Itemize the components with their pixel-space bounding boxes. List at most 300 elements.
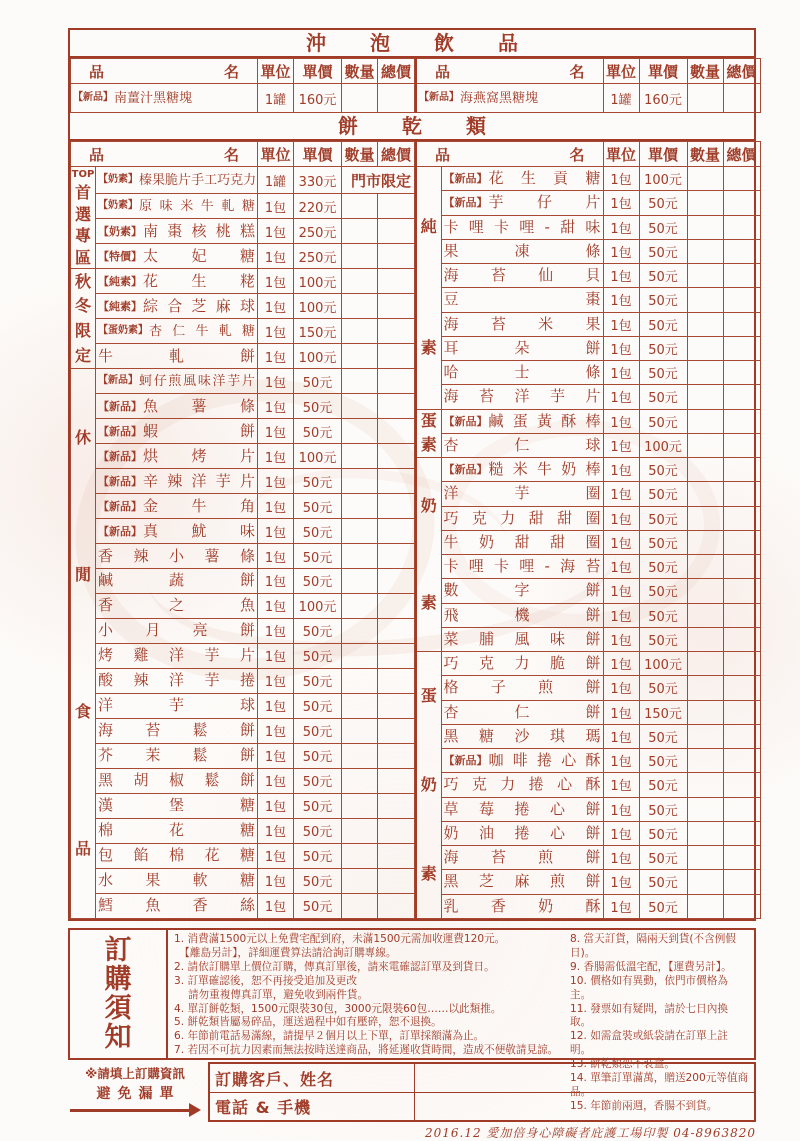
unit-cell: 1包	[603, 894, 639, 919]
price-cell: 160元	[294, 84, 342, 113]
note-line: 5. 餅乾類皆屬易碎品，運送過程中如有壓碎，恕不退換。	[174, 1016, 442, 1029]
qty-input-cell[interactable]	[342, 593, 378, 618]
qty-input-cell[interactable]	[342, 519, 378, 544]
unit-cell: 1包	[603, 530, 639, 554]
price-cell: 50元	[639, 458, 687, 482]
product-row	[71, 219, 415, 244]
qty-input-cell[interactable]	[342, 294, 378, 319]
product-row	[71, 843, 415, 868]
qty-input-cell[interactable]	[687, 894, 723, 919]
qty-input-cell[interactable]	[687, 579, 723, 603]
qty-input-cell[interactable]	[342, 469, 378, 494]
total-input-cell[interactable]	[723, 676, 760, 700]
unit-cell: 1包	[603, 264, 639, 288]
unit-cell: 1包	[603, 312, 639, 336]
price-cell: 160元	[639, 84, 687, 113]
price-cell: 50元	[639, 846, 687, 870]
qty-input-cell[interactable]	[687, 288, 723, 312]
hint-line-1: ※請填上訂購資訊	[85, 1066, 185, 1081]
biscuits-table-left	[70, 141, 415, 919]
total-input-cell[interactable]	[723, 530, 760, 554]
unit-cell: 1包	[258, 643, 294, 668]
total-input-cell[interactable]	[378, 294, 415, 319]
product-row	[71, 668, 415, 693]
total-input-cell[interactable]	[723, 312, 760, 336]
qty-input-cell[interactable]	[342, 843, 378, 868]
product-row	[71, 868, 415, 893]
qty-input-cell[interactable]	[342, 494, 378, 519]
total-input-cell[interactable]	[378, 519, 415, 544]
price-cell: 220元	[294, 194, 342, 219]
product-row	[416, 482, 760, 506]
unit-cell: 1包	[603, 700, 639, 724]
total-input-cell[interactable]	[378, 319, 415, 344]
unit-cell: 1包	[603, 579, 639, 603]
product-row	[416, 846, 760, 870]
qty-input-cell[interactable]	[342, 444, 378, 469]
product-name: 數 字 餅	[441, 579, 603, 603]
qty-input-cell[interactable]	[342, 419, 378, 444]
drinks-table-left	[70, 58, 415, 113]
qty-input-cell[interactable]	[687, 797, 723, 821]
total-input-cell[interactable]	[723, 700, 760, 724]
diet-tag: 【奶素】	[98, 174, 138, 186]
qty-input-cell[interactable]	[342, 369, 378, 394]
total-input-cell[interactable]	[378, 269, 415, 294]
qty-input-cell[interactable]	[687, 167, 723, 191]
product-name: 【新品】 金 牛 角	[96, 494, 258, 519]
total-input-cell[interactable]	[723, 433, 760, 457]
qty-input-cell[interactable]	[342, 84, 378, 113]
qty-input-cell[interactable]	[687, 312, 723, 336]
contact-box	[208, 1062, 756, 1122]
total-input-cell[interactable]	[723, 749, 760, 773]
product-row	[71, 569, 415, 594]
qty-input-cell[interactable]	[687, 433, 723, 457]
unit-cell: 1罐	[258, 84, 294, 113]
product-row	[71, 793, 415, 818]
note-line: 7. 若因不可抗力因素而無法按時送達商品，將延遲收貨時間，造成不便敬請見諒。	[174, 1044, 559, 1057]
qty-input-cell[interactable]	[342, 818, 378, 843]
qty-input-cell[interactable]	[342, 569, 378, 594]
total-input-cell[interactable]	[723, 652, 760, 676]
product-name: 【新品】 南 薑 汁 黑 糖 塊	[71, 84, 258, 113]
total-input-cell[interactable]	[723, 482, 760, 506]
total-input-cell[interactable]	[378, 843, 415, 868]
unit-cell: 1包	[258, 544, 294, 569]
qty-input-cell[interactable]	[687, 482, 723, 506]
total-input-cell[interactable]	[723, 773, 760, 797]
product-name: 海 苔 洋 芋 片	[441, 385, 603, 409]
unit-cell: 1包	[258, 494, 294, 519]
phone-field[interactable]	[415, 1093, 754, 1120]
qty-input-cell[interactable]	[342, 743, 378, 768]
unit-cell: 1包	[258, 244, 294, 269]
unit-cell: 1包	[603, 385, 639, 409]
printer-credit: 2016.12 愛加倍身心障礙者庇護工場印製 04-8963820	[424, 1126, 756, 1140]
total-input-cell[interactable]	[378, 244, 415, 269]
total-input-cell[interactable]	[378, 569, 415, 594]
product-name: 巧 克 力 捲 心 酥	[441, 773, 603, 797]
product-name: 【新品】 咖 啡 捲 心 酥	[441, 749, 603, 773]
qty-input-cell[interactable]	[687, 555, 723, 579]
total-input-cell[interactable]	[378, 84, 415, 113]
qty-input-cell[interactable]	[687, 749, 723, 773]
total-input-cell[interactable]	[378, 743, 415, 768]
product-row	[416, 361, 760, 385]
total-input-cell[interactable]	[378, 194, 415, 219]
qty-input-cell[interactable]	[687, 821, 723, 845]
price-cell: 50元	[639, 676, 687, 700]
column-header: 數量	[687, 59, 723, 84]
total-input-cell[interactable]	[723, 821, 760, 845]
unit-cell: 1包	[603, 846, 639, 870]
product-row	[416, 506, 760, 530]
product-name: 洋 芋 圈	[441, 482, 603, 506]
qty-input-cell[interactable]	[342, 244, 378, 269]
total-input-cell[interactable]	[723, 288, 760, 312]
total-input-cell[interactable]	[378, 793, 415, 818]
qty-input-cell[interactable]	[687, 506, 723, 530]
column-header: 總價	[378, 59, 415, 84]
qty-input-cell[interactable]	[342, 893, 378, 918]
total-input-cell[interactable]	[378, 494, 415, 519]
total-input-cell[interactable]	[378, 419, 415, 444]
note-line: 12. 如需盒裝或紙袋請在訂單上註明。	[570, 1030, 728, 1057]
product-name: 海 苔 煎 餅	[441, 846, 603, 870]
qty-input-cell[interactable]	[687, 215, 723, 239]
total-input-cell[interactable]	[378, 868, 415, 893]
total-input-cell[interactable]	[378, 768, 415, 793]
total-input-cell[interactable]	[723, 239, 760, 263]
total-input-cell[interactable]	[378, 544, 415, 569]
total-input-cell[interactable]	[378, 668, 415, 693]
total-input-cell[interactable]	[723, 264, 760, 288]
price-cell: 50元	[639, 312, 687, 336]
qty-input-cell[interactable]	[687, 724, 723, 748]
total-input-cell[interactable]	[378, 219, 415, 244]
total-input-cell[interactable]	[723, 215, 760, 239]
qty-input-cell[interactable]	[687, 336, 723, 360]
total-input-cell[interactable]	[723, 84, 760, 113]
qty-input-cell[interactable]	[342, 618, 378, 643]
unit-cell: 1包	[258, 219, 294, 244]
product-row	[416, 167, 760, 191]
order-form-table	[68, 28, 756, 921]
total-input-cell[interactable]	[723, 846, 760, 870]
column-header: 數量	[687, 142, 723, 167]
qty-input-cell[interactable]	[342, 544, 378, 569]
total-input-cell[interactable]	[723, 361, 760, 385]
qty-input-cell[interactable]	[687, 603, 723, 627]
product-name: 酸 辣 洋 芋 捲	[96, 668, 258, 693]
total-input-cell[interactable]	[378, 643, 415, 668]
qty-input-cell[interactable]	[687, 385, 723, 409]
product-name: 【新品】 烘 烤 片	[96, 444, 258, 469]
product-row	[416, 870, 760, 894]
qty-input-cell[interactable]	[342, 768, 378, 793]
product-name: 【新品】 蚵 仔 煎 風 味 洋 芋 片	[96, 369, 258, 394]
total-input-cell[interactable]	[723, 603, 760, 627]
qty-input-cell[interactable]	[687, 700, 723, 724]
drinks-table-right	[415, 58, 761, 113]
qty-input-cell[interactable]	[342, 718, 378, 743]
biscuits-section-title: 餅乾類	[70, 113, 754, 141]
store-only-note: 門 市 限 定	[342, 167, 415, 194]
diet-tag: 【新品】	[443, 414, 488, 428]
qty-input-cell[interactable]	[687, 458, 723, 482]
unit-cell: 1包	[258, 444, 294, 469]
price-cell: 50元	[294, 893, 342, 918]
qty-input-cell[interactable]	[687, 239, 723, 263]
unit-cell: 1包	[603, 627, 639, 651]
product-name: 黑 芝 麻 煎 餅	[441, 870, 603, 894]
column-header: 單位	[603, 59, 639, 84]
diet-tag: 【純素】	[98, 299, 142, 313]
column-header-name: 品 名	[416, 142, 603, 167]
note-line: 【離島另計】，詳細運費算法請洽詢訂購專線。	[174, 946, 397, 959]
price-cell: 50元	[639, 336, 687, 360]
unit-cell: 1包	[603, 288, 639, 312]
unit-cell: 1包	[603, 506, 639, 530]
product-name: 巧 克 力 脆 餅	[441, 652, 603, 676]
product-name: 果 凍 條	[441, 239, 603, 263]
price-cell: 50元	[639, 749, 687, 773]
product-row	[71, 469, 415, 494]
qty-input-cell[interactable]	[687, 84, 723, 113]
qty-input-cell[interactable]	[342, 693, 378, 718]
total-input-cell[interactable]	[723, 336, 760, 360]
qty-input-cell[interactable]	[342, 868, 378, 893]
total-input-cell[interactable]	[378, 344, 415, 369]
diet-tag: 【新品】	[443, 172, 488, 186]
total-input-cell[interactable]	[723, 797, 760, 821]
unit-cell: 1包	[603, 749, 639, 773]
product-name: 杏 仁 餅	[441, 700, 603, 724]
qty-input-cell[interactable]	[342, 643, 378, 668]
category-label: 奶 素	[416, 458, 441, 652]
customer-name-row	[210, 1064, 754, 1092]
total-input-cell[interactable]	[723, 458, 760, 482]
total-input-cell[interactable]	[378, 618, 415, 643]
product-row	[71, 419, 415, 444]
product-row	[71, 768, 415, 793]
product-name: 哈 士 條	[441, 361, 603, 385]
qty-input-cell[interactable]	[342, 219, 378, 244]
total-input-cell[interactable]	[723, 870, 760, 894]
note-line: 2. 請依訂購單上價位訂購，傳真訂單後，請來電確認訂單及到貨日。	[174, 960, 495, 973]
product-row	[71, 718, 415, 743]
diet-tag: 【純素】	[98, 274, 142, 288]
total-input-cell[interactable]	[378, 444, 415, 469]
unit-cell: 1包	[603, 361, 639, 385]
price-cell: 50元	[294, 643, 342, 668]
unit-cell: 1包	[603, 239, 639, 263]
product-name: 奶 油 捲 心 餅	[441, 821, 603, 845]
qty-input-cell[interactable]	[687, 627, 723, 651]
diet-tag: 【新品】	[443, 196, 488, 210]
product-row	[71, 544, 415, 569]
total-input-cell[interactable]	[723, 555, 760, 579]
product-row	[71, 394, 415, 419]
unit-cell: 1包	[603, 458, 639, 482]
price-cell: 100元	[639, 652, 687, 676]
biscuits-section	[70, 141, 757, 919]
total-input-cell[interactable]	[723, 167, 760, 191]
price-cell: 100元	[294, 344, 342, 369]
product-row	[416, 579, 760, 603]
qty-input-cell[interactable]	[342, 194, 378, 219]
customer-name-field[interactable]	[415, 1064, 754, 1092]
unit-cell: 1包	[603, 433, 639, 457]
unit-cell: 1包	[603, 167, 639, 191]
phone-row	[210, 1092, 754, 1120]
product-row	[71, 269, 415, 294]
total-input-cell[interactable]	[378, 593, 415, 618]
price-cell: 50元	[294, 718, 342, 743]
qty-input-cell[interactable]	[687, 676, 723, 700]
total-input-cell[interactable]	[723, 627, 760, 651]
total-input-cell[interactable]	[723, 894, 760, 919]
order-notes-title	[70, 930, 168, 1058]
product-row	[416, 530, 760, 554]
product-name: 海 苔 鬆 餅	[96, 718, 258, 743]
qty-input-cell[interactable]	[342, 668, 378, 693]
price-cell: 50元	[639, 773, 687, 797]
column-header: 數量	[342, 59, 378, 84]
price-cell: 100元	[639, 167, 687, 191]
total-input-cell[interactable]	[723, 409, 760, 433]
unit-cell: 1包	[603, 482, 639, 506]
unit-cell: 1包	[258, 718, 294, 743]
column-header: 總價	[723, 142, 760, 167]
product-row	[416, 724, 760, 748]
qty-input-cell[interactable]	[687, 773, 723, 797]
product-name: 巧 克 力 甜 甜 圈	[441, 506, 603, 530]
notes-column-1	[174, 933, 570, 1058]
qty-input-cell[interactable]	[342, 793, 378, 818]
price-cell: 150元	[294, 319, 342, 344]
product-name: 海 苔 仙 貝	[441, 264, 603, 288]
price-cell: 330元	[294, 167, 342, 194]
price-cell: 50元	[294, 868, 342, 893]
unit-cell: 1包	[603, 821, 639, 845]
unit-cell: 1包	[258, 743, 294, 768]
product-row	[416, 797, 760, 821]
price-cell: 50元	[639, 191, 687, 215]
unit-cell: 1罐	[258, 167, 294, 194]
qty-input-cell[interactable]	[687, 264, 723, 288]
phone-label: 電話 & 手機	[210, 1093, 415, 1120]
price-cell: 50元	[294, 818, 342, 843]
note-line: 9. 香腸需低溫宅配，【運費另計】。	[570, 960, 732, 973]
qty-input-cell[interactable]	[687, 191, 723, 215]
unit-cell: 1包	[258, 868, 294, 893]
qty-input-cell[interactable]	[687, 361, 723, 385]
unit-cell: 1包	[258, 394, 294, 419]
price-cell: 50元	[294, 494, 342, 519]
product-name: 香 之 魚	[96, 593, 258, 618]
drinks-section	[70, 58, 757, 113]
qty-input-cell[interactable]	[687, 652, 723, 676]
qty-input-cell[interactable]	[342, 394, 378, 419]
price-cell: 100元	[294, 444, 342, 469]
product-name: 【新品】 芋 仔 片	[441, 191, 603, 215]
total-input-cell[interactable]	[378, 369, 415, 394]
price-cell: 50元	[639, 409, 687, 433]
product-row	[71, 893, 415, 918]
product-name: 【新品】 辛 辣 洋 芋 片	[96, 469, 258, 494]
total-input-cell[interactable]	[723, 724, 760, 748]
product-name: 牛 軋 餅	[96, 344, 258, 369]
product-name: 鱈 魚 香 絲	[96, 893, 258, 918]
price-cell: 100元	[639, 433, 687, 457]
price-cell: 50元	[639, 627, 687, 651]
product-row	[71, 167, 415, 194]
price-cell: 250元	[294, 244, 342, 269]
unit-cell: 1包	[258, 469, 294, 494]
product-row	[416, 773, 760, 797]
product-name: 包 餡 棉 花 糖	[96, 843, 258, 868]
total-input-cell[interactable]	[378, 693, 415, 718]
note-line: 請勿重複傳真訂單，避免收到兩件貨。	[174, 988, 369, 1001]
fill-order-info-hint	[68, 1062, 208, 1112]
total-input-cell[interactable]	[723, 579, 760, 603]
note-line: 6. 年節前電話易滿線，請提早２個月以上下單，訂單採額滿為止。	[174, 1030, 485, 1043]
unit-cell: 1包	[258, 693, 294, 718]
product-name: 飛 機 餅	[441, 603, 603, 627]
price-cell: 100元	[294, 593, 342, 618]
total-input-cell[interactable]	[723, 506, 760, 530]
total-input-cell[interactable]	[378, 394, 415, 419]
product-name: 格 子 煎 餅	[441, 676, 603, 700]
price-cell: 50元	[639, 555, 687, 579]
price-cell: 50元	[294, 768, 342, 793]
qty-input-cell[interactable]	[342, 269, 378, 294]
note-line: 13. 餅乾類恕不裝盒。	[570, 1058, 675, 1071]
qty-input-cell[interactable]	[687, 846, 723, 870]
total-input-cell[interactable]	[723, 385, 760, 409]
qty-input-cell[interactable]	[342, 319, 378, 344]
diet-tag: 【新品】	[98, 449, 142, 463]
price-cell: 50元	[639, 894, 687, 919]
product-name: 卡 哩 卡 哩 - 甜 味	[441, 215, 603, 239]
unit-cell: 1包	[603, 603, 639, 627]
product-name: 漢 堡 糖	[96, 793, 258, 818]
diet-tag: 【奶素】	[98, 200, 138, 212]
total-input-cell[interactable]	[378, 718, 415, 743]
total-input-cell[interactable]	[378, 893, 415, 918]
unit-cell: 1包	[258, 668, 294, 693]
unit-cell: 1包	[603, 336, 639, 360]
total-input-cell[interactable]	[723, 191, 760, 215]
contact-section	[68, 1062, 756, 1122]
price-cell: 50元	[294, 469, 342, 494]
qty-input-cell[interactable]	[687, 870, 723, 894]
qty-input-cell[interactable]	[687, 530, 723, 554]
product-row	[416, 676, 760, 700]
product-name: 鹹 蔬 餅	[96, 569, 258, 594]
total-input-cell[interactable]	[378, 818, 415, 843]
total-input-cell[interactable]	[378, 469, 415, 494]
diet-tag: 【奶素】	[98, 224, 142, 238]
qty-input-cell[interactable]	[342, 344, 378, 369]
unit-cell: 1包	[258, 843, 294, 868]
product-name: 豆 棗	[441, 288, 603, 312]
product-row	[71, 743, 415, 768]
qty-input-cell[interactable]	[687, 409, 723, 433]
product-row	[416, 191, 760, 215]
